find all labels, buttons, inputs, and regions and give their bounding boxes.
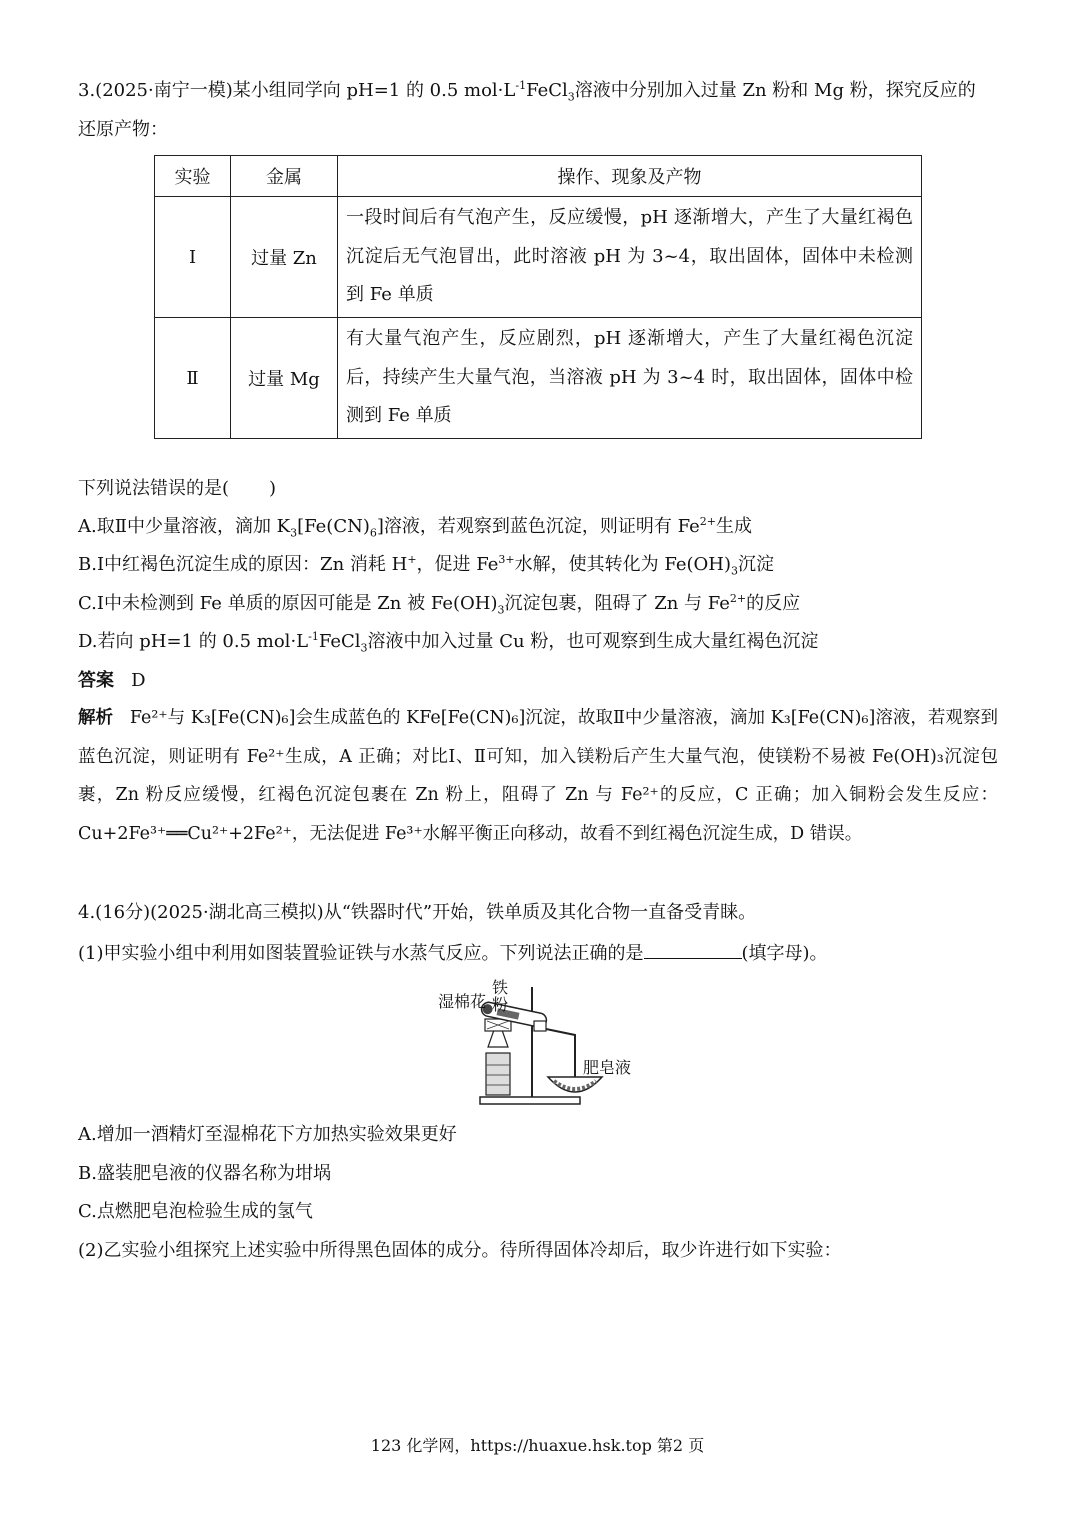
q4-option-a: A.增加一酒精灯至湿棉花下方加热实验效果更好 xyxy=(78,1124,457,1145)
q3-option-d xyxy=(78,630,818,654)
opt-b-text: ，促进 Fe xyxy=(416,554,499,575)
figure-label-soap: 肥皂液 xyxy=(583,1058,632,1077)
opt-b-sup: + xyxy=(407,553,417,566)
q3-option-c xyxy=(78,592,800,616)
table-cell-ops: 一段时间后有气泡产生，反应缓慢，pH 逐渐增大，产生了大量红褐色沉淀后无气泡冒出，此时溶液 pH 为 3~4，取出固体，固体中未检测到 Fe 单质 xyxy=(338,197,922,318)
page-footer: 123 化学网，https://huaxue.hsk.top 第2 页 xyxy=(370,1436,705,1455)
figure-label-powder: 粉 xyxy=(492,995,509,1014)
opt-b-sub: 3 xyxy=(731,564,739,578)
opt-a-text: 生成 xyxy=(716,516,752,537)
q3-answer xyxy=(78,669,146,693)
opt-a-sub: 3 xyxy=(290,526,298,540)
opt-a-sub: 6 xyxy=(369,526,377,540)
table-header-ops: 操作、现象及产物 xyxy=(338,156,922,197)
table-cell-metal: 过量 Zn xyxy=(231,197,338,318)
q3-option-b xyxy=(78,553,774,577)
opt-b-text: B.Ⅰ中红褐色沉淀生成的原因：Zn 消耗 H xyxy=(78,554,408,575)
q3-stem-line2: 还原产物： xyxy=(78,119,168,140)
q4-option-c: C.点燃肥皂泡检验生成的氢气 xyxy=(78,1201,313,1222)
opt-d-sup: -1 xyxy=(308,630,319,643)
q4-part1-text: (1)甲实验小组中利用如图装置验证铁与水蒸气反应。下列说法正确的是 xyxy=(78,943,644,964)
experiment-table xyxy=(154,155,922,439)
q3-stem-line1 xyxy=(78,79,976,103)
q3-question xyxy=(78,477,276,501)
opt-d-sub: 3 xyxy=(360,641,368,655)
q3-stem-sup: -1 xyxy=(515,79,527,92)
analysis-text: Fe²⁺与 K₃[Fe(CN)₆]会生成蓝色的 KFe[Fe(CN)₆]沉淀，故取Ⅱ中少量溶液，滴加 K₃[Fe(CN)₆]溶液，若观察到蓝色沉淀，则证明有 Fe²⁺生成，A 正确；对比Ⅰ、Ⅱ可知，加入镁粉后产生大量气泡，使镁粉不易被 Fe(OH)₃沉淀包裹，Zn 粉反应缓慢，红褐色沉淀包裹在 Zn 粉上，阻碍了 Zn 与 Fe²⁺的反应，C 正确；加入铜粉会发生反应：Cu+2Fe³⁺══Cu²⁺+2Fe²⁺，无法促进 Fe³⁺水解平衡正向移动，故看不到红褐色沉淀生成，D 错误。 xyxy=(78,708,998,844)
q3-question-text: 下列说法错误的是( xyxy=(78,478,230,499)
opt-c-text: 的反应 xyxy=(746,593,801,614)
figure-label-iron: 铁 xyxy=(492,978,509,997)
opt-a-text: [Fe(CN) xyxy=(297,516,370,537)
table-header-metal: 金属 xyxy=(231,156,338,197)
q4-part1-end: (填字母)。 xyxy=(741,943,828,964)
answer-value: D xyxy=(131,670,146,691)
opt-a-sup: 2+ xyxy=(699,515,716,528)
table-header-row xyxy=(155,156,922,197)
q4-stem: 4.(16分)(2025·湖北高三模拟)从“铁器时代”开始，铁单质及其化合物一直备受青睐。 xyxy=(78,902,757,923)
answer-blank[interactable] xyxy=(644,940,742,959)
table-cell-ops: 有大量气泡产生，反应剧烈，pH 逐渐增大，产生了大量红褐色沉淀后，持续产生大量气泡，当溶液 pH 为 3~4 时，取出固体，固体中检测到 Fe 单质 xyxy=(338,318,922,439)
opt-b-text: 水解，使其转化为 Fe(OH) xyxy=(514,554,732,575)
q3-question-end: ) xyxy=(269,478,277,499)
table-cell-metal: 过量 Mg xyxy=(231,318,338,439)
table-cell-exp: Ⅱ xyxy=(155,318,231,439)
analysis-label: 解析 xyxy=(78,708,114,728)
q3-stem-text-c: 溶液中分别加入过量 Zn 粉和 Mg 粉，探究反应的 xyxy=(574,80,976,101)
q3-stem-text-a: 3.(2025·南宁一模)某小组同学向 pH=1 的 0.5 mol·L xyxy=(78,80,516,101)
q3-option-a xyxy=(78,515,752,539)
q4-option-b: B.盛装肥皂液的仪器名称为坩埚 xyxy=(78,1163,331,1184)
q4-part2: (2)乙实验小组探究上述实验中所得黑色固体的成分。待所得固体冷却后，取少许进行如下实验： xyxy=(78,1240,842,1261)
q3-analysis xyxy=(78,699,998,853)
opt-a-text: ]溶液，若观察到蓝色沉淀，则证明有 Fe xyxy=(376,516,700,537)
opt-c-sup: 2+ xyxy=(729,592,747,605)
opt-d-text: D.若向 pH=1 的 0.5 mol·L xyxy=(78,631,309,652)
opt-d-text: 溶液中加入过量 Cu 粉，也可观察到生成大量红褐色沉淀 xyxy=(367,631,819,652)
answer-label: 答案 xyxy=(78,670,114,691)
apparatus-figure xyxy=(430,975,660,1110)
table-header-exp: 实验 xyxy=(155,156,231,197)
table-cell-exp: Ⅰ xyxy=(155,197,231,318)
opt-b-sup: 3+ xyxy=(498,553,515,566)
table-row xyxy=(155,197,922,318)
table-row xyxy=(155,318,922,439)
opt-d-text: FeCl xyxy=(318,631,361,652)
figure-label-cotton: 湿棉花 xyxy=(438,992,487,1011)
opt-c-text: 沉淀包裹，阻碍了 Zn 与 Fe xyxy=(504,593,730,614)
q4-part1 xyxy=(78,940,828,966)
q3-stem-text-b: FeCl xyxy=(526,80,568,101)
opt-b-text: 沉淀 xyxy=(738,554,775,575)
q3-stem-sub: 3 xyxy=(567,90,575,104)
opt-a-text: A.取Ⅱ中少量溶液，滴加 K xyxy=(78,516,291,537)
opt-c-sub: 3 xyxy=(497,603,505,617)
opt-c-text: C.Ⅰ中未检测到 Fe 单质的原因可能是 Zn 被 Fe(OH) xyxy=(78,593,498,614)
